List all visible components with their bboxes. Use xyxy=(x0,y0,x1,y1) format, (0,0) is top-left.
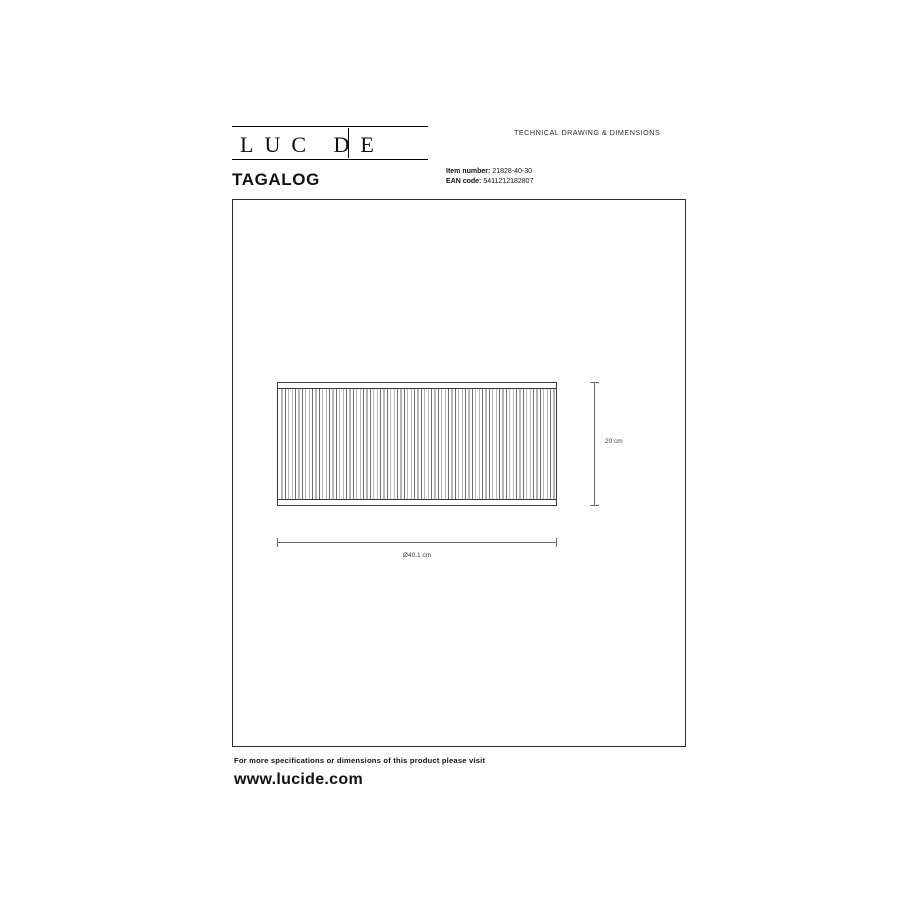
document-footer xyxy=(234,756,686,789)
footer-website-link[interactable]: www.lucide.com xyxy=(234,771,363,788)
product-meta xyxy=(446,167,533,187)
lamp-shade-body xyxy=(277,382,557,506)
height-dimension-line xyxy=(594,382,595,506)
document-header xyxy=(232,118,684,196)
shade-top-rim xyxy=(278,383,557,389)
logo-rule-top xyxy=(232,126,428,127)
ean-code-row xyxy=(446,177,533,187)
page-title: TAGALOG xyxy=(232,170,320,189)
width-dimension-line xyxy=(277,542,557,543)
item-number-value: 21828-40-30 xyxy=(492,168,532,175)
height-dimension-label: 20 cm xyxy=(605,438,623,445)
product-drawing xyxy=(277,382,557,506)
ribbed-texture xyxy=(279,384,557,506)
item-number-label: Item number: xyxy=(446,168,491,175)
logo-rule-bottom xyxy=(232,159,428,160)
lucide-logo xyxy=(232,126,428,160)
technical-drawing-frame xyxy=(232,199,686,747)
shade-bottom-rim xyxy=(278,499,557,505)
footer-note: For more specifications or dimensions of this product please visit xyxy=(234,756,486,765)
logo-text: LUC DE xyxy=(240,132,385,157)
ean-code-label: EAN code: xyxy=(446,178,482,185)
width-dimension-label: Ø40.1 cm xyxy=(402,552,432,559)
item-number-row xyxy=(446,167,533,177)
document-type-label: TECHNICAL DRAWING & DIMENSIONS xyxy=(514,128,661,137)
ean-code-value: 5411212182807 xyxy=(483,178,534,185)
